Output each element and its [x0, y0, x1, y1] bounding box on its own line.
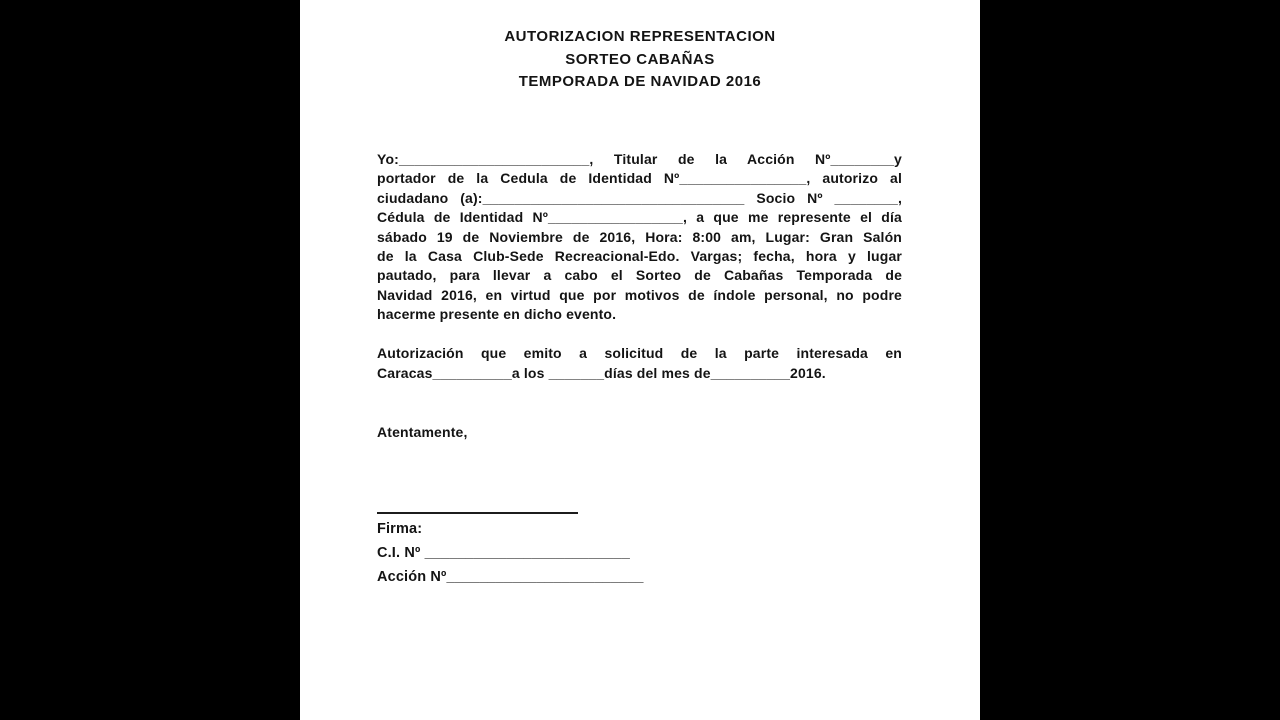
title-line-1: AUTORIZACION REPRESENTACION [504, 28, 776, 45]
document-page [300, 0, 980, 720]
paragraph-line: ciudadano (a):_________________________________ Socio Nº ________, [377, 189, 902, 206]
authorization-paragraph [377, 150, 902, 325]
letterbox-left [0, 0, 300, 720]
ci-field-line: C.I. Nº _________________________ [377, 545, 630, 561]
paragraph-line: Yo:________________________, Titular de la Acción Nº________y [377, 151, 902, 167]
paragraph-line: de la Casa Club-Sede Recreacional-Edo. Vargas; fecha, hora y lugar [377, 248, 902, 265]
paragraph-line: Autorización que emito a solicitud de la parte interesada en [377, 345, 902, 361]
signature-line [377, 512, 578, 514]
accion-field-line: Acción Nº________________________ [377, 569, 644, 585]
paragraph-line: portador de la Cedula de Identidad Nº________________, autorizo al [377, 170, 902, 187]
issuance-paragraph [377, 344, 902, 383]
title-line-3: TEMPORADA DE NAVIDAD 2016 [518, 73, 762, 90]
firma-label: Firma: [377, 521, 423, 537]
paragraph-line: Cédula de Identidad Nº_________________, a que me represente el día [377, 209, 902, 226]
paragraph-line: Caracas__________a los _______días del mes de__________2016. [377, 364, 826, 381]
paragraph-line: pautado, para llevar a cabo el Sorteo de Cabañas Temporada de [377, 267, 902, 284]
paragraph-line: hacerme presente en dicho evento. [377, 306, 617, 323]
document-title [300, 26, 980, 94]
closing-salutation: Atentamente, [377, 424, 468, 440]
letterbox-right [980, 0, 1280, 720]
paragraph-line: Navidad 2016, en virtud que por motivos de índole personal, no podre [377, 286, 902, 303]
title-line-2: SORTEO CABAÑAS [565, 50, 715, 68]
paragraph-line: sábado 19 de Noviembre de 2016, Hora: 8:00 am, Lugar: Gran Salón [377, 228, 902, 245]
